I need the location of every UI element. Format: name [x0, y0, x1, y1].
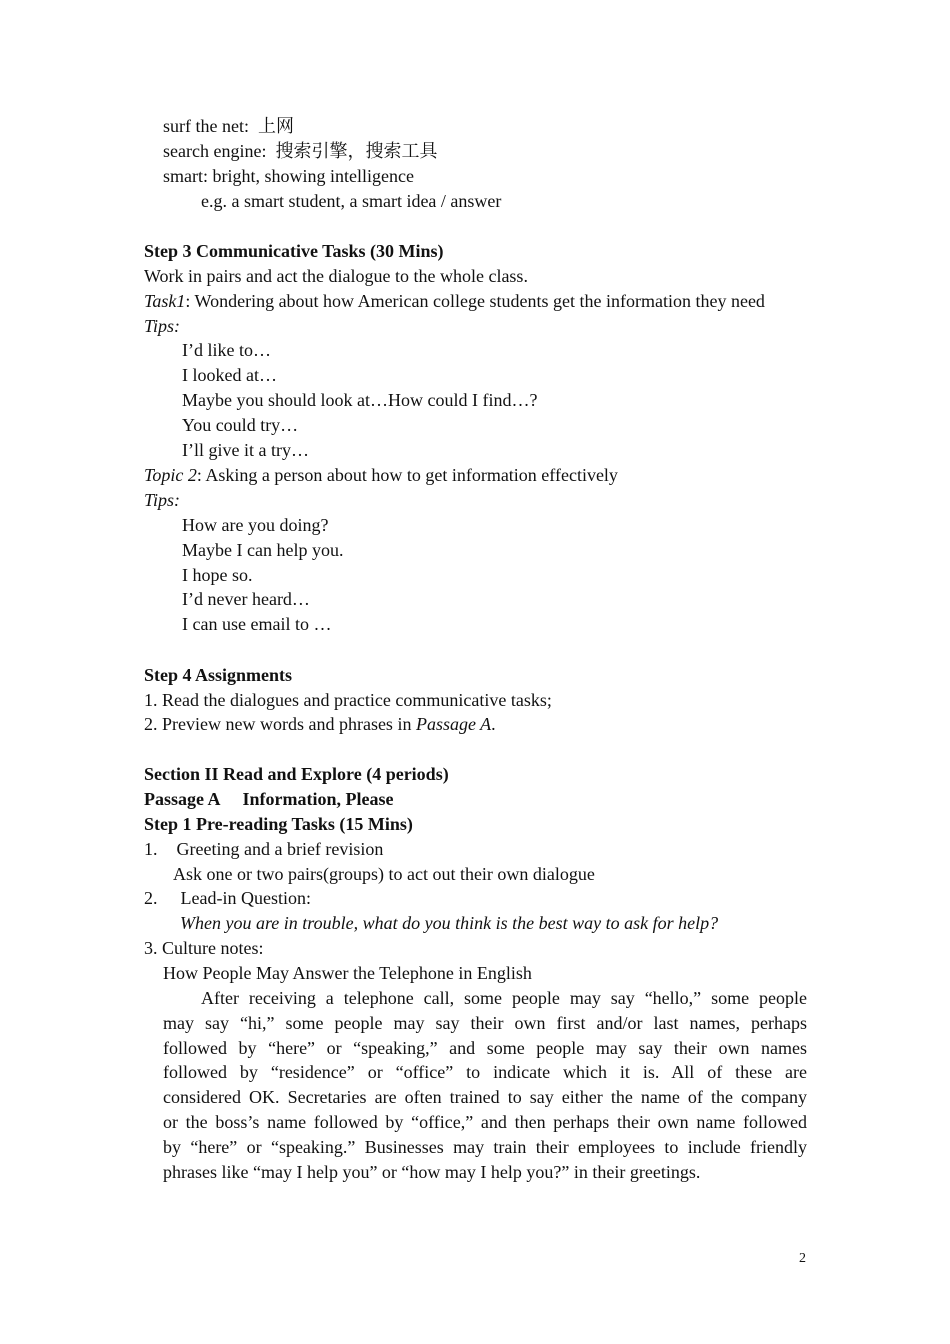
step4-item-2-prefix: 2. Preview new words and phrases in [144, 714, 416, 734]
list-text: Greeting and a brief revision [176, 839, 384, 859]
culture-paragraph-line: phrases like “may I help you” or “how may I help you?” in their greetings. [163, 1162, 701, 1182]
vocab-item-search-engine [163, 139, 437, 163]
vocab-meaning: bright, showing intelligence [212, 166, 414, 186]
culture-paragraph-line: by “here” or “speaking.” Businesses may train their employees to include friendly [163, 1137, 807, 1157]
tip-item: I looked at… [182, 365, 277, 385]
vocab-item-smart [163, 164, 414, 188]
tip-item: I’d never heard… [182, 589, 310, 609]
section2-heading: Section II Read and Explore (4 periods) [144, 764, 449, 784]
vocab-term: smart: [163, 166, 208, 186]
step3-heading: Step 3 Communicative Tasks (30 Mins) [144, 241, 444, 261]
culture-paragraph-line: followed by “residence” or “office” to indicate which it is. All of these are [163, 1062, 807, 1082]
tip-item: I can use email to … [182, 614, 332, 634]
task1-label: Task1 [144, 291, 186, 311]
tip-item: I’ll give it a try… [182, 440, 309, 460]
passage-label: Passage A [144, 789, 220, 809]
vocab-example: e.g. a smart student, a smart idea / answer [201, 191, 502, 211]
tip-item: Maybe I can help you. [182, 540, 344, 560]
tip-item: I hope so. [182, 565, 253, 585]
topic2-label: Topic 2 [144, 465, 197, 485]
topic2-text: : Asking a person about how to get information effectively [196, 465, 618, 485]
passage-a-ref: Passage A [415, 714, 492, 734]
culture-paragraph-line: After receiving a telephone call, some people may say “hello,” some people [201, 988, 807, 1008]
list-text: Lead-in Question: [180, 888, 311, 908]
passage-title-line [144, 787, 394, 811]
vocab-meaning: 上网 [257, 116, 294, 136]
culture-paragraph-line: considered OK. Secretaries are often trained to say either the name of the company [163, 1087, 807, 1107]
tip-item: How are you doing? [182, 515, 329, 535]
step4-item-1: 1. Read the dialogues and practice communicative tasks; [144, 690, 552, 710]
culture-paragraph-line: followed by “here” or “speaking,” and some people may say their own names [163, 1038, 807, 1058]
step3-intro: Work in pairs and act the dialogue to the whole class. [144, 266, 528, 286]
vocab-meaning: 搜索引擎，搜索工具 [275, 141, 438, 161]
tip-item: You could try… [182, 415, 299, 435]
list-item-1 [144, 837, 383, 861]
culture-paragraph-line: may say “hi,” some people may say their own first and/or last names, perhaps [163, 1013, 807, 1033]
passage-title: Information, Please [242, 789, 394, 809]
page-number: 2 [799, 1251, 806, 1266]
tip-item: Maybe you should look at…How could I find…? [182, 390, 538, 410]
lead-in-question: When you are in trouble, what do you think is the best way to ask for help? [180, 913, 719, 933]
tip-item: I’d like to… [182, 340, 271, 360]
task1-text: : Wondering about how American college students get the information they need [185, 291, 765, 311]
list-number: 2. [144, 888, 158, 908]
step4-item-2 [144, 712, 496, 736]
vocab-term: surf the net: [163, 116, 249, 136]
tips-label: Tips: [144, 316, 181, 336]
list-number: 1. [144, 839, 158, 859]
task1-line [144, 289, 765, 313]
tips-label: Tips: [144, 490, 181, 510]
topic2-line [144, 463, 618, 487]
vocab-term: search engine: [163, 141, 267, 161]
culture-title: How People May Answer the Telephone in English [163, 963, 532, 983]
list-item-2 [144, 886, 311, 910]
step4-item-2-suffix: . [491, 714, 496, 734]
step1-heading: Step 1 Pre-reading Tasks (15 Mins) [144, 814, 413, 834]
step4-heading: Step 4 Assignments [144, 665, 293, 685]
list-item-1-sub: Ask one or two pairs(groups) to act out their own dialogue [173, 864, 595, 884]
culture-paragraph-line: or the boss’s name followed by “office,” and then perhaps their own name followed [163, 1112, 807, 1132]
vocab-item-surf [163, 114, 294, 138]
list-item-3: 3. Culture notes: [144, 938, 264, 958]
